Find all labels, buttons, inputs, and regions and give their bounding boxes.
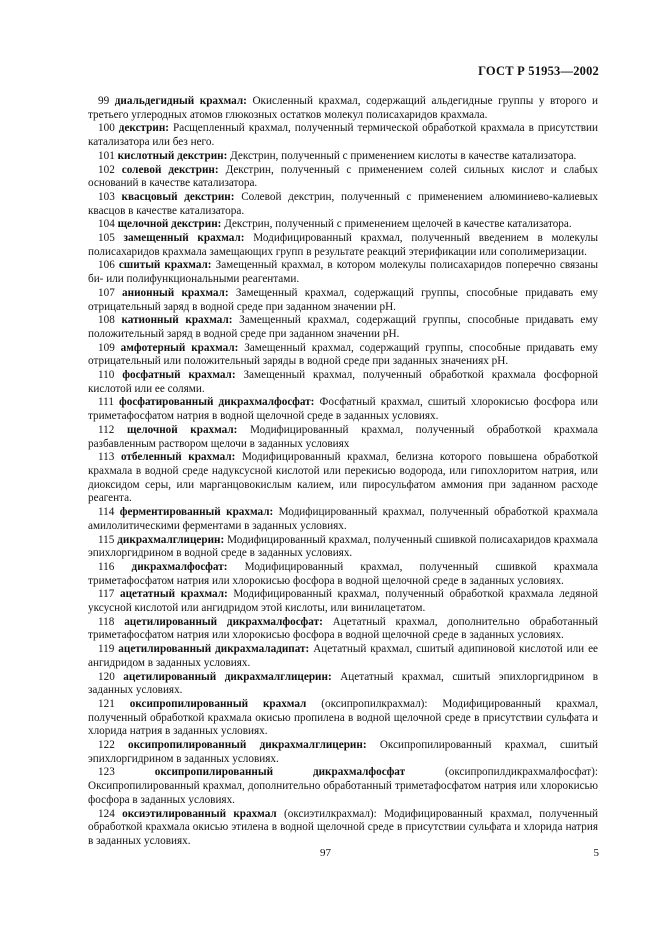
term-entry — [88, 616, 598, 643]
entry-number: 123 — [98, 766, 115, 779]
entry-term: ацетилированный дикрахмаладипат: — [118, 643, 310, 656]
entry-definition: Модифицированный крахмал, белизна которого повышена обработкой крахмала в водной среде надуксусной кислотой или перекисью водорода, или гипохлоритом натрия, или диоксидом серы, или марганцовокислым калием, или пиросульфатом аммония при заданном расходе реагента. — [88, 451, 599, 505]
entry-number: 105 — [98, 232, 115, 245]
entry-definition: Модифицированный крахмал, полученный обработкой крахмала ледяной уксусной кислотой или ангидридом этой кислоты, или винилацетатом. — [88, 588, 599, 615]
entry-term: амфотерный крахмал: — [120, 341, 239, 354]
term-entry — [88, 218, 598, 232]
entry-number: 101 — [98, 149, 115, 162]
entry-definition: Модифицированный крахмал, полученный обработкой крахмала амилолитическими ферментами в заданных условиях. — [88, 506, 599, 532]
entry-term: солевой декстрин: — [121, 163, 219, 176]
entry-number: 110 — [98, 369, 115, 382]
entry-term: декстрин: — [118, 122, 170, 135]
entry-definition: Ацетатный крахмал, сшитый адипиновой кислотой или ее ангидридом в заданных условиях. — [88, 643, 599, 669]
entry-definition: Декстрин, полученный с применением щелочей в качестве катализатора. — [224, 218, 572, 231]
term-entry — [88, 287, 598, 314]
entry-term: ацетилированный дикрахмалфосфат: — [124, 615, 323, 628]
entry-term: сшитый крахмал: — [118, 259, 212, 272]
term-entry — [88, 259, 598, 286]
entry-definition: Оксипропилированный крахмал, сшитый эпихлоргидрином в заданных условиях. — [88, 739, 599, 765]
entry-definition: Расщепленный крахмал, полученный термической обработкой крахмала в присутствии катализатора или без него. — [88, 122, 599, 149]
term-entry — [88, 643, 598, 670]
term-entry — [88, 808, 598, 849]
entry-definition: (оксипропилкрахмал): Модифицированный крахмал, полученный обработкой крахмала окисью пропилена в водной щелочной среде в присутствии сульфата и хлорида натрия в заданных условиях. — [88, 697, 598, 738]
entry-definition: Замещенный крахмал, содержащий группы, способные придавать ему отрицательный или положительный заряды в водной среде при заданных значениях pH. — [88, 341, 599, 368]
entry-number: 108 — [98, 314, 115, 327]
term-entry — [88, 191, 598, 218]
entry-definition: Солевой декстрин, полученный с применением алюминиево-калиевых квасцов в качестве катализатора. — [88, 190, 599, 217]
entry-term: оксипропилированный дикрахмалглицерин: — [128, 739, 367, 752]
term-entry — [88, 698, 598, 739]
entry-number: 107 — [98, 286, 115, 299]
entry-number: 119 — [98, 643, 115, 656]
entry-number: 122 — [98, 739, 115, 752]
entry-definition: Замещенный крахмал, содержащий группы, способные придавать ему отрицательный заряд в водной среде при заданном значении pH. — [88, 286, 599, 313]
term-entry — [88, 534, 598, 561]
entry-definition: Декстрин, полученный с применением солей сильных кислот и слабых оснований в качестве катализатора. — [88, 163, 599, 190]
entry-term: дикрахмалфосфат: — [131, 560, 228, 573]
entry-definition: Замещенный крахмал, полученный обработкой крахмала фосфорной кислотой или ее солями. — [88, 369, 599, 395]
entry-definition: Замещенный крахмал, в котором молекулы полисахаридов поперечно связаны би- или полифункциональными реагентами. — [88, 259, 598, 286]
entry-number: 102 — [98, 163, 115, 176]
entry-definition: Модифицированный крахмал, полученный сшивкой полисахаридов крахмала эпихлоргидрином в водной среде в заданных условиях. — [88, 533, 598, 560]
entry-number: 99 — [98, 95, 110, 107]
entry-term: замещенный крахмал: — [123, 232, 245, 245]
entry-term: ферментированный крахмал: — [119, 506, 274, 519]
document-body — [88, 95, 598, 849]
term-entry — [88, 314, 598, 341]
term-entry — [88, 561, 598, 588]
term-entry — [88, 232, 598, 259]
entry-term: щелочной декстрин: — [117, 218, 222, 231]
term-entry — [88, 342, 598, 369]
entry-number: 111 — [98, 396, 114, 409]
entry-number: 117 — [98, 588, 115, 601]
entry-term: катионный крахмал: — [121, 314, 233, 327]
entry-term: отбеленный крахмал: — [120, 451, 236, 464]
entry-term: ацетатный крахмал: — [119, 588, 228, 601]
entry-definition: Замещенный крахмал, содержащий группы, способные придавать ему положительный заряд в водной среде при заданном значении pH. — [88, 314, 598, 340]
entry-term: оксипропилированный дикрахмалфосфат — [154, 766, 406, 779]
entry-term: дикрахмалглицерин: — [117, 533, 225, 546]
entry-number: 100 — [98, 122, 115, 135]
entry-term: диальдегидный крахмал: — [114, 95, 247, 107]
entry-number: 112 — [98, 423, 115, 436]
entry-number: 103 — [98, 190, 115, 203]
entry-term: квасцовый декстрин: — [121, 190, 235, 203]
entry-definition: Модифицированный крахмал, полученный обработкой крахмала разбавленным раствором щелочи в заданных условиях — [88, 423, 598, 450]
entry-term: щелочной крахмал: — [126, 423, 238, 436]
entry-term: оксипропилированный крахмал — [129, 697, 307, 710]
entry-term: оксиэтилированный крахмал — [122, 807, 277, 820]
entry-definition: Фосфатный крахмал, сшитый хлорокисью фосфора или триметафосфатом натрия в водной щелочной среде в заданных условиях. — [88, 396, 599, 423]
entry-number: 116 — [98, 560, 115, 573]
term-entry — [88, 369, 598, 396]
entry-term: кислотный декстрин: — [117, 149, 228, 162]
page-number: 97 — [320, 847, 331, 859]
term-entry — [88, 506, 598, 533]
entry-definition: Модифицированный крахмал, полученный сшивкой крахмала триметафосфатом натрия или хлорокисью фосфора в водной щелочной среде в заданных условиях. — [88, 560, 599, 587]
entry-number: 109 — [98, 341, 115, 354]
entry-number: 120 — [98, 670, 115, 683]
term-entry — [88, 588, 598, 615]
entry-definition: Декстрин, полученный с применением кислоты в качестве катализатора. — [230, 149, 577, 162]
entry-number: 113 — [98, 451, 115, 464]
entry-number: 114 — [98, 506, 115, 519]
document-header: ГОСТ Р 51953—2002 — [478, 64, 599, 78]
entry-definition: Ацетатный крахмал, сшитый эпихлоргидрином в заданных условиях. — [88, 670, 599, 697]
entry-number: 104 — [98, 218, 115, 231]
entry-number: 121 — [98, 697, 115, 710]
term-entry — [88, 424, 598, 451]
term-entry — [88, 671, 598, 698]
term-entry — [88, 95, 598, 122]
term-entry — [88, 150, 598, 164]
entry-term: фосфатный крахмал: — [122, 369, 236, 382]
entry-definition: (оксиэтилкрахмал): Модифицированный крахмал, полученный обработкой крахмала окисью этилена в водной щелочной среде в присутствии сульфата и хлорида натрия в заданных условиях. — [88, 807, 598, 847]
term-entry — [88, 396, 598, 423]
entry-number: 106 — [98, 259, 115, 272]
entry-definition: (оксипропилдикрахмалфосфат): Оксипропилированный крахмал, дополнительно обработанный триметафосфатом натрия или хлорокисью фосфора в заданных условиях. — [88, 766, 598, 806]
entry-term: ацетилированный дикрахмалглицерин: — [123, 670, 332, 683]
term-entry — [88, 164, 598, 191]
entry-term: анионный крахмал: — [122, 286, 229, 299]
term-entry — [88, 766, 598, 807]
sheet-number: 5 — [593, 847, 599, 859]
term-entry — [88, 451, 598, 506]
entry-number: 115 — [98, 533, 115, 546]
entry-number: 118 — [98, 615, 115, 628]
entry-definition: Ацетатный крахмал, дополнительно обработанный триметафосфатом натрия или хлорокисью фосфора в водной щелочной среде в заданных условиях. — [88, 615, 599, 642]
term-entry — [88, 739, 598, 766]
entry-term: фосфатированный дикрахмалфосфат: — [119, 396, 315, 409]
entry-definition: Окисленный крахмал, содержащий альдегидные группы у второго и третьего углеродных атомов глюкозных остатков молекул полисахаридов крахмала. — [88, 95, 599, 121]
entry-definition: Модифицированный крахмал, полученный введением в молекулы полисахаридов крахмала замещающих групп в результате реакций этерификации или сополимеризации. — [88, 232, 599, 258]
term-entry — [88, 122, 598, 149]
entry-number: 124 — [98, 807, 115, 820]
